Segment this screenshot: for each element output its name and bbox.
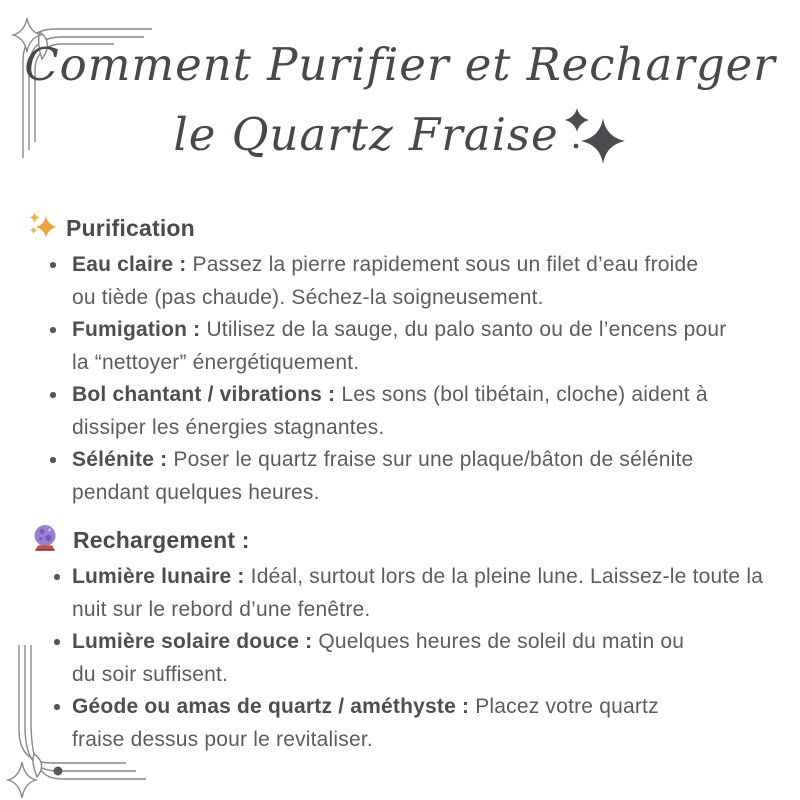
rechargement-list <box>28 561 783 756</box>
sparkles-icon <box>28 211 57 246</box>
title-sparkles-icon <box>563 106 627 184</box>
bullet-dot <box>54 639 60 645</box>
item-label: Géode ou amas de quartz / améthyste : <box>72 695 470 718</box>
title-line-2 <box>0 100 800 184</box>
list-item <box>28 691 712 756</box>
section-rechargement <box>28 522 783 756</box>
item-text: Quelques heures de soleil du matin ou du soir suffisent. <box>72 630 685 686</box>
list-item <box>28 561 772 626</box>
item-text: Idéal, surtout lors de la pleine lune. Laissez-le toute la nuit sur le rebord d’une fenêtre. <box>72 565 764 621</box>
item-text: Les sons (bol tibétain, cloche) aident à dissiper les énergies stagnantes. <box>72 383 708 439</box>
section-purification-heading <box>28 210 783 246</box>
section-heading-label: Purification <box>66 214 195 241</box>
item-label: Fumigation : <box>72 318 201 341</box>
list-item <box>28 314 732 379</box>
bullet-dot <box>54 574 60 580</box>
crystal-ball-icon <box>30 522 60 558</box>
bullet-dot <box>50 327 56 333</box>
item-label: Lumière solaire douce : <box>72 630 313 653</box>
page-title <box>0 30 800 184</box>
item-text: Placez votre quartz fraise dessus pour le revitaliser. <box>72 695 659 751</box>
bullet-dot <box>54 704 60 710</box>
bullet-dot <box>50 262 56 268</box>
title-line-2-text: le Quartz Fraise <box>173 108 559 161</box>
item-label: Lumière lunaire : <box>72 565 245 588</box>
section-purification <box>28 210 783 509</box>
bullet-dot <box>50 392 56 398</box>
list-item <box>28 379 764 444</box>
item-text: Utilisez de la sauge, du palo santo ou de l’encens pour la “nettoyer” énergétiquement. <box>72 318 727 374</box>
bullet-dot <box>50 457 56 463</box>
section-heading-label: Rechargement : <box>73 526 250 553</box>
item-label: Bol chantant / vibrations : <box>72 383 336 406</box>
item-text: Passez la pierre rapidement sous un filet d’eau froide ou tiède (pas chaude). Séchez-la soigneusement. <box>72 253 699 309</box>
item-label: Sélénite : <box>72 448 168 471</box>
list-item <box>28 626 707 691</box>
list-item <box>28 444 772 509</box>
purification-list <box>28 249 783 509</box>
title-line-1: Comment Purifier et Recharger <box>24 38 776 91</box>
section-rechargement-heading <box>28 522 783 558</box>
item-text: Poser le quartz fraise sur une plaque/bâton de sélénite pendant quelques heures. <box>72 448 694 504</box>
item-label: Eau claire : <box>72 253 187 276</box>
list-item <box>28 249 722 314</box>
